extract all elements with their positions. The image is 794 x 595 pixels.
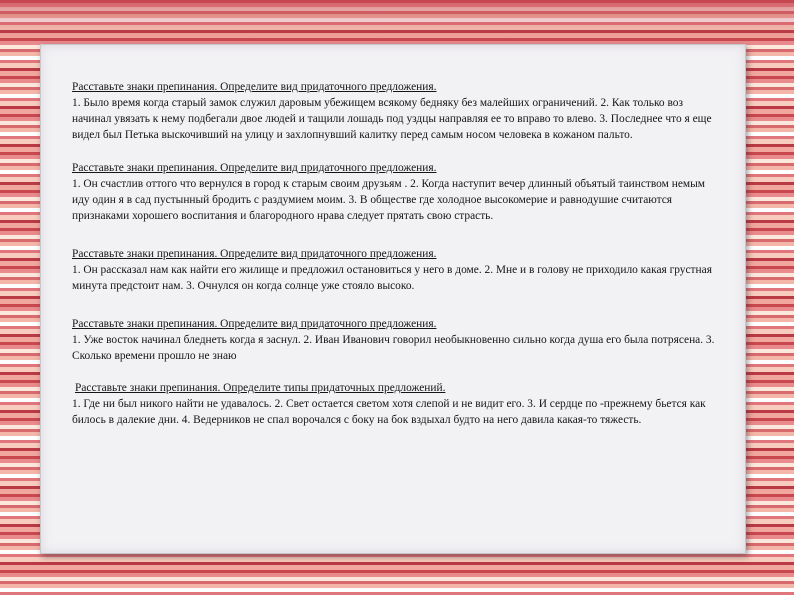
slide-content-panel (40, 44, 746, 554)
exercise-block-2 (72, 160, 724, 224)
exercise-heading: Расставьте знаки препинания. Определите вид придаточного предложения. (72, 162, 437, 174)
striped-background (0, 0, 794, 42)
exercise-text: 1. Он счастлив оттого что вернулся в город к старым своим друзьям . 2. Когда наступит вечер длинный объятый таинством немым иду один я в сад пустынный бродить с раздумием моим. 3. В обществе где холодное высокомерие и равнодушие считаются признаками хорошего воспитания и благородного нрава следует прятать свою страсть. (72, 178, 705, 222)
exercise-text: 1. Уже восток начинал бледнеть когда я заснул. 2. Иван Иванович говорил необыкновенно сильно когда душа его была потрясена. 3. Сколько времени прошло не знаю (72, 334, 715, 362)
exercise-block-3 (72, 246, 724, 294)
exercise-heading: Расставьте знаки препинания. Определите вид придаточного предложения. (72, 318, 437, 330)
exercise-text: 1. Где ни был никого найти не удавалось. 2. Свет остается светом хотя слепой и не видит его. 3. И сердце по -прежнему бьется как билось в далекие дни. 4. Ведерников не спал ворочался с боку на бок вздыхал будто на него давила какая-то тяжесть. (72, 398, 706, 426)
exercise-block-5 (72, 380, 724, 428)
exercise-heading: Расставьте знаки препинания. Определите вид придаточного предложения. (72, 81, 437, 93)
exercise-text: 1. Он рассказал нам как найти его жилище и предложил остановиться у него в доме. 2. Мне и в голову не приходило какая грустная минута предстоит нам. 3. Очнулся он когда солнце уже стояло высоко. (72, 264, 712, 292)
exercise-heading: Расставьте знаки препинания. Определите вид придаточного предложения. (72, 248, 437, 260)
exercise-list (72, 79, 724, 428)
exercise-text: 1. Было время когда старый замок служил даровым убежищем всякому бедняку без малейших ограничений. 2. Как только воз начинал увязать к нему подбегали двое людей и тащили лошадь под уздцы направляя ее то вправо то влево. 3. Последнее что я еще видел был Петька выскочивший на улицу и захлопнувший калитку перед самым носом человека в кожаном пальто. (72, 97, 712, 141)
exercise-block-4 (72, 316, 724, 364)
exercise-block-1 (72, 79, 724, 143)
exercise-heading: Расставьте знаки препинания. Определите типы придаточных предложений. (75, 382, 446, 394)
